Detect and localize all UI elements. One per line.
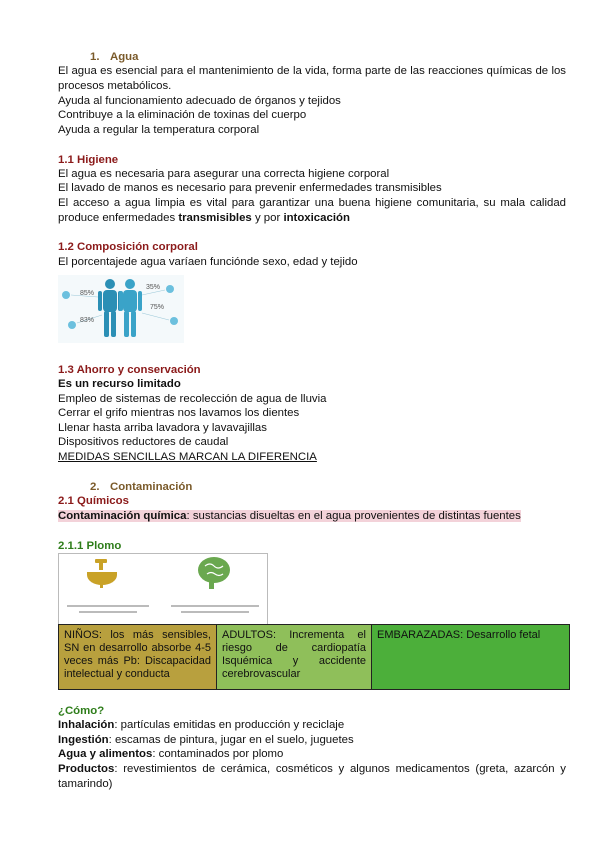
section-1-number: 1.: [90, 51, 100, 63]
exposure-route-term: Agua y alimentos: [58, 748, 153, 760]
lead-icons: [59, 554, 267, 624]
subsection-2-1-title: 2.1 Químicos: [58, 495, 129, 507]
measures-underlined: MEDIDAS SENCILLAS MARCAN LA DIFERENCIA: [58, 451, 317, 463]
hygiene-paragraph: [58, 196, 566, 225]
limited-resource-line: Es un recurso limitado: [58, 378, 181, 390]
exposure-route: [58, 747, 283, 761]
figure-value-right-top: 35%: [146, 284, 161, 291]
faucet-icon: [87, 559, 117, 588]
chemical-contamination-line: [58, 509, 521, 523]
organ-bubble: [68, 321, 76, 329]
subsection-1-1-title: 1.1 Higiene: [58, 154, 119, 166]
exposure-route: [58, 762, 566, 791]
section-2-number: 2.: [90, 481, 100, 493]
hygiene-paragraph-mid: y por: [251, 211, 284, 224]
exposure-route-text: : escamas de pintura, jugar en el suelo, juguetes: [108, 734, 354, 746]
lead-risk-table: [58, 624, 570, 690]
como-title: ¿Cómo?: [58, 705, 105, 717]
composition-text: El porcentajede agua varíaen funciónde sexo, edad y tejido: [58, 256, 358, 268]
hygiene-bold-intoxicacion: intoxicación: [283, 211, 350, 224]
section-1-intro: El agua es esencial para el mantenimiento de la vida, forma parte de las reacciones químicas de los procesos metabólicos.: [58, 65, 566, 92]
exposure-route: [58, 733, 354, 747]
section-1-bullet: Ayuda al funcionamiento adecuado de órganos y tejidos: [58, 95, 341, 107]
chemical-contamination-term: Contaminación química: [58, 510, 187, 522]
exposure-route-text: : partículas emitidas en producción y reciclaje: [114, 719, 345, 731]
organ-bubble: [170, 317, 178, 325]
hygiene-paragraph-text: El acceso a agua limpia es vital para garantizar una buena higiene comunitaria, su mala calidad produce enfermedades: [58, 197, 566, 224]
hygiene-bold-transmisibles: transmisibles: [178, 211, 252, 224]
exposure-route: [58, 718, 344, 732]
hygiene-line: El agua es necesaria para asegurar una correcta higiene corporal: [58, 168, 390, 180]
subsection-2-1-1-title: 2.1.1 Plomo: [58, 540, 122, 552]
chemical-contamination-definition: : sustancias disueltas en el agua provenientes de distintas fuentes: [186, 510, 521, 522]
figure-value-left-top: 85%: [80, 290, 95, 297]
section-1-title: Agua: [110, 51, 139, 63]
subsection-1-2-title: 1.2 Composición corporal: [58, 241, 198, 253]
section-1-heading: [90, 50, 138, 64]
lead-effects-image: [58, 553, 268, 625]
organ-bubble: [62, 291, 70, 299]
exposure-route-text: : contaminados por plomo: [152, 748, 284, 760]
table-cell-children: NIÑOS: los más sensibles, SN en desarrollo absorbe 4-5 veces más Pb: Discapacidad intelectual y conducta: [59, 625, 217, 689]
figure-value-right-bottom: 75%: [150, 304, 165, 311]
organ-bubble: [166, 285, 174, 293]
exposure-route-term: Inhalación: [58, 719, 115, 731]
conservation-line: Empleo de sistemas de recolección de agua de lluvia: [58, 393, 327, 405]
conservation-line: Llenar hasta arriba lavadora y lavavajillas: [58, 422, 267, 434]
section-1-bullet: Ayuda a regular la temperatura corporal: [58, 124, 260, 136]
subsection-1-3-title: 1.3 Ahorro y conservación: [58, 364, 201, 376]
figure-value-left-bottom: 83%: [80, 317, 95, 324]
section-2-title: Contaminación: [110, 481, 193, 493]
exposure-route-term: Productos: [58, 763, 115, 775]
conservation-line: Cerrar el grifo mientras nos lavamos los dientes: [58, 407, 300, 419]
exposure-route-text: : revestimientos de cerámica, cosméticos y algunos medicamentos (greta, azarcón y tamarindo): [58, 763, 566, 790]
table-cell-adults: ADULTOS: Incrementa el riesgo de cardiopatía Isquémica y accidente cerebrovascular: [217, 625, 372, 689]
table-cell-pregnant: EMBARAZADAS: Desarrollo fetal: [372, 625, 569, 689]
section-1-bullet: Contribuye a la eliminación de toxinas del cuerpo: [58, 109, 307, 121]
exposure-route-term: Ingestión: [58, 734, 109, 746]
hygiene-line: El lavado de manos es necesario para prevenir enfermedades transmisibles: [58, 182, 442, 194]
section-2-heading: [90, 480, 192, 494]
conservation-line: Dispositivos reductores de caudal: [58, 436, 229, 448]
body-water-figure: [58, 275, 184, 343]
